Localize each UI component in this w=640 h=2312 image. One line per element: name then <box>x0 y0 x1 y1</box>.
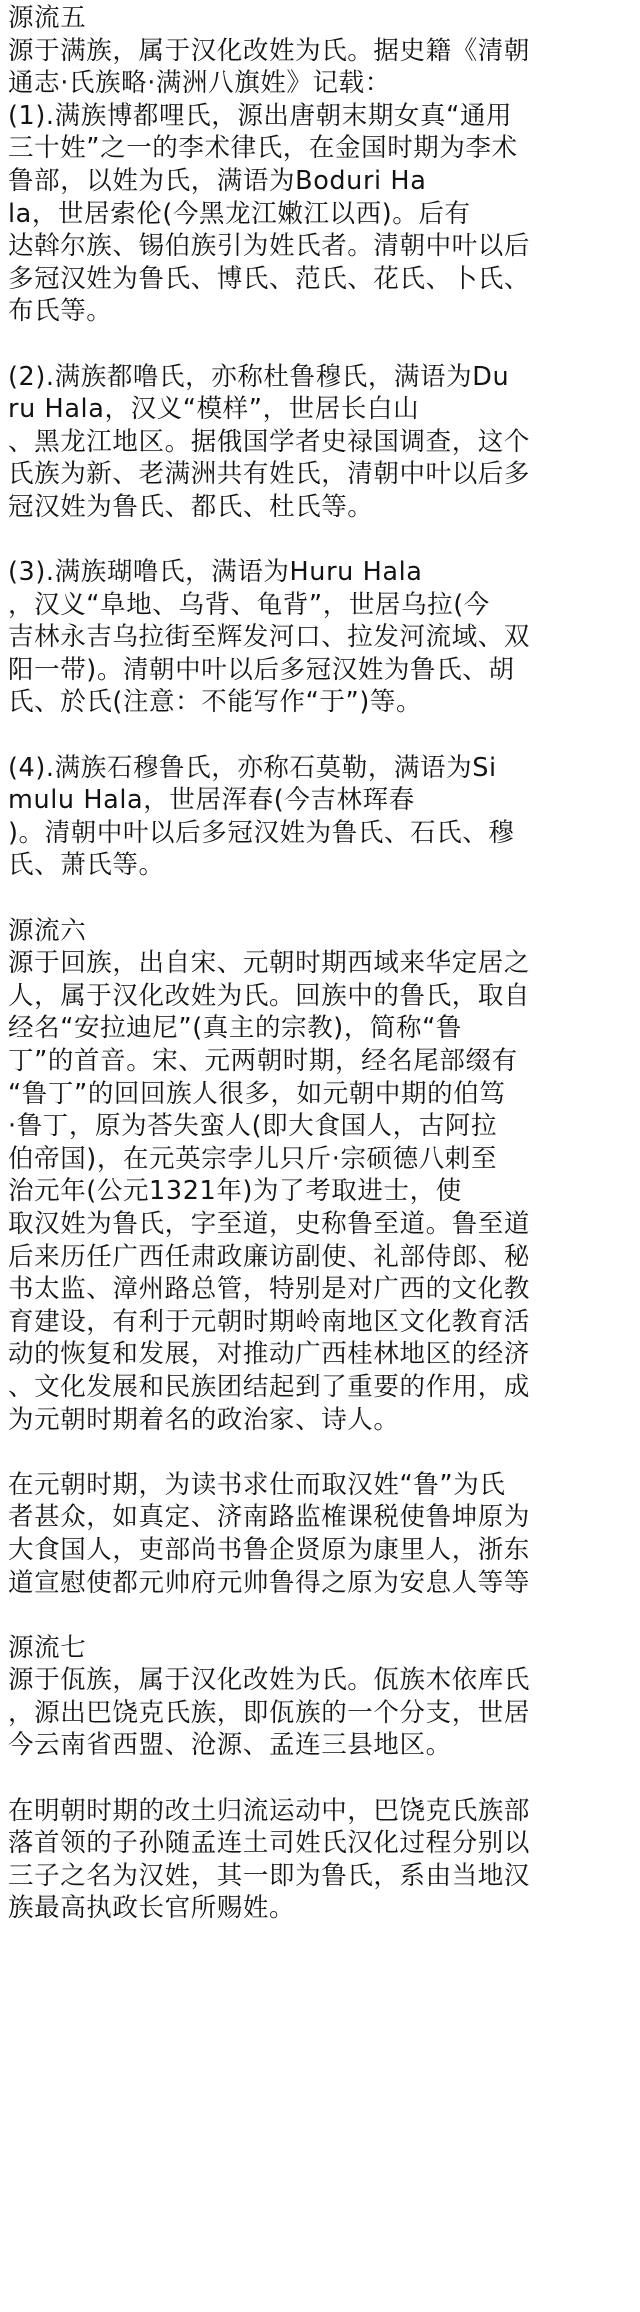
text-line: 育建设，有利于元朝时期岭南地区文化教育活 <box>8 1306 531 1337</box>
text-line: 者甚众，如真定、济南路监榷课税使鲁坤原为 <box>8 1502 531 1533</box>
blank-line <box>8 1762 634 1795</box>
text-line: 氏族为新、老满洲共有姓氏，清朝中叶以后多 <box>8 459 531 490</box>
text-line: 氏、於氏(注意：不能写作“于”)等。 <box>8 687 423 718</box>
section-heading: 源流五 <box>8 3 87 33</box>
blank-line <box>8 1599 634 1632</box>
text-line: ru Hala，汉义“模样”，世居长白山 <box>8 394 420 425</box>
text-line: 鲁部，以姓为氏，满语为Boduri Ha <box>8 165 427 196</box>
text-line: 源于回族，出自宋、元朝时期西域来华定居之 <box>8 948 531 979</box>
blank-line <box>8 524 634 557</box>
text-line: (1).满族博都哩氏，源出唐朝末期女真“通用 <box>8 100 513 131</box>
text-line: 取汉姓为鲁氏，字至道，史称鲁至道。鲁至道 <box>8 1208 531 1239</box>
blank-line <box>8 1436 634 1469</box>
text-line: 动的恢复和发展，对推动广西桂林地区的经济 <box>8 1339 531 1370</box>
text-line: 在元朝时期，为读书求仕而取汉姓“鲁”为氏 <box>8 1469 506 1500</box>
text-line: (3).满族瑚噜氏，满语为Huru Hala <box>8 557 423 588</box>
text-line: 人，属于汉化改姓为氏。回族中的鲁氏，取自 <box>8 980 531 1011</box>
text-line: ，汉义“阜地、乌背、龟背”，世居乌拉(今 <box>8 589 490 620</box>
text-line: 达斡尔族、锡伯族引为姓氏者。清朝中叶以后 <box>8 231 531 262</box>
text-line: (2).满族都噜氏，亦称杜鲁穆氏，满语为Du <box>8 361 510 392</box>
text-line: 、黑龙江地区。据俄国学者史禄国调查，这个 <box>8 426 531 457</box>
section-heading: 源流六 <box>8 915 87 946</box>
text-line: 在明朝时期的改土归流运动中，巴饶克氏族部 <box>8 1795 531 1826</box>
text-line: la，世居索伦(今黑龙江嫩江以西)。后有 <box>8 198 471 229</box>
text-line: ·鲁丁，原为荅失蛮人(即大食国人，古阿拉 <box>8 1111 498 1142</box>
text-line: ，源出巴饶克氏族，即佤族的一个分支，世居 <box>8 1697 531 1728</box>
text-line: 道宣慰使都元帅府元帅鲁得之原为安息人等等 <box>8 1567 531 1598</box>
text-line: 三十姓”之一的李术律氏，在金国时期为李术 <box>8 133 518 164</box>
text-line: 布氏等。 <box>8 296 113 327</box>
text-line: 冠汉姓为鲁氏、都氏、杜氏等。 <box>8 491 374 522</box>
text-line: mulu Hala，世居浑春(今吉林珲春 <box>8 785 415 816</box>
blank-line <box>8 328 634 361</box>
text-line: 今云南省西盟、沧源、孟连三县地区。 <box>8 1730 452 1761</box>
text-line: 氏、萧氏等。 <box>8 850 165 881</box>
text-line: 源于满族，属于汉化改姓为氏。据史籍《清朝 <box>8 35 531 66</box>
text-line: “鲁丁”的回回族人很多，如元朝中期的伯笃 <box>8 1078 506 1109</box>
text-line: 多冠汉姓为鲁氏、博氏、范氏、花氏、卜氏、 <box>8 263 531 294</box>
blank-line <box>8 719 634 752</box>
text-line: 源于佤族，属于汉化改姓为氏。佤族木依库氏 <box>8 1665 531 1696</box>
text-line: )。清朝中叶以后多冠汉姓为鲁氏、石氏、穆 <box>8 817 515 848</box>
text-line: 丁”的首音。宋、元两朝时期，经名尾部缀有 <box>8 1046 518 1076</box>
text-line: 三子之名为汉姓，其一即为鲁氏，系由当地汉 <box>8 1860 531 1891</box>
text-line: 、文化发展和民族团结起到了重要的作用，成 <box>8 1371 531 1402</box>
text-line: 大食国人，吏部尚书鲁企贤原为康里人，浙东 <box>8 1534 531 1565</box>
text-line: 落首领的子孙随孟连土司姓氏汉化过程分别以 <box>8 1828 531 1859</box>
text-line: 通志·氏族略·满洲八旗姓》记载： <box>8 68 391 99</box>
text-line: 阳一带)。清朝中叶以后多冠汉姓为鲁氏、胡 <box>8 654 515 685</box>
blank-line <box>8 882 634 915</box>
text-line: 治元年(公元1321年)为了考取进士，使 <box>8 1176 462 1207</box>
text-line: 族最高执政长官所赐姓。 <box>8 1893 296 1924</box>
text-line: 伯帝国)，在元英宗孛儿只斤·宗硕德八剌至 <box>8 1143 498 1174</box>
text-line: (4).满族石穆鲁氏，亦称石莫勒，满语为Si <box>8 752 497 783</box>
text-line: 吉林永吉乌拉街至辉发河口、拉发河流域、双 <box>8 622 531 653</box>
text-line: 经名“安拉迪尼”(真主的宗教)，简称“鲁 <box>8 1013 463 1044</box>
text-line: 书太监、漳州路总管，特别是对广西的文化教 <box>8 1274 531 1305</box>
text-line: 后来历任广西任肃政廉访副使、礼部侍郎、秘 <box>8 1241 531 1272</box>
section-heading: 源流七 <box>8 1632 87 1663</box>
text-line: 为元朝时期着名的政治家、诗人。 <box>8 1404 400 1435</box>
